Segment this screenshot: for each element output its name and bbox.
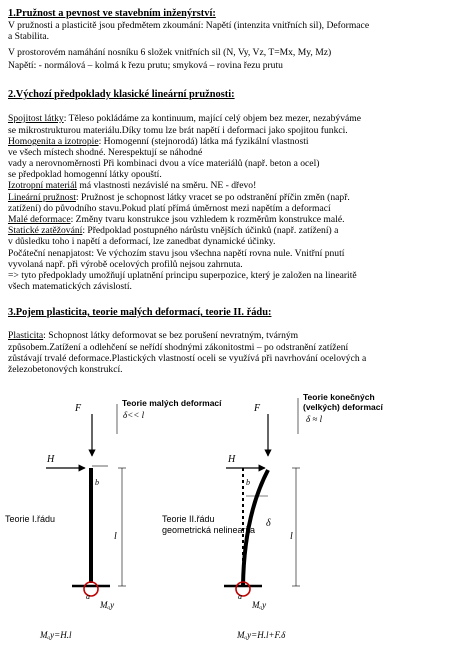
paragraph-line: V prostorovém namáhání nosníku 6 složek vnitřních sil (N, Vy, Vz, T=Mx, My, Mz): [8, 47, 332, 58]
paragraph-line: zůstávají trvalé deformace.Plastických vlastností oceli se využívá při navrhování ocelových a: [8, 353, 367, 364]
term-plasticita: Plasticita: [8, 330, 44, 341]
paragraph-line: Počáteční nenapjatost: Ve výchozím stavu jsou všechna napětí rovna nule. Vnitřní pnutí: [8, 248, 345, 259]
term-spojitost: Spojitost látky: [8, 113, 64, 124]
paragraph-line: Statické zatěžování: Předpoklad postupného nárůstu vnějších účinků (např. zatížení) a: [8, 225, 339, 236]
section-1-heading: 1.Pružnost a pevnost ve stavebním inženýrství:: [8, 8, 216, 19]
right-theory-sub: geometrická nelinearita: [162, 525, 256, 535]
left-theory-label: Teorie I.řádu: [5, 514, 56, 524]
paragraph-line: Malé deformace: Změny tvaru konstrukce jsou vzhledem k rozměrům konstrukce malé.: [8, 214, 345, 225]
section-2-heading: 2.Výchozí předpoklady klasické lineární pružnosti:: [8, 89, 235, 100]
label-a: a: [238, 592, 242, 601]
term-linearni-pruznost: Lineární pružnost: [8, 192, 76, 203]
label-b: b: [246, 478, 250, 487]
paragraph-line: a Stabilita.: [8, 31, 50, 42]
label-f: F: [75, 403, 82, 414]
label-may: Mₐy: [252, 600, 267, 610]
left-title: Teorie malých deformací: [122, 398, 222, 408]
paragraph-line: Spojitost látky: Těleso pokládáme za kontinuum, mající celý objem bez mezer, nezabýváme: [8, 113, 361, 124]
label-may: Mₐy: [100, 600, 115, 610]
paragraph-line: železobetonových konstrukcí.: [8, 364, 123, 375]
right-title-1: Teorie konečných: [303, 392, 375, 402]
paragraph-line: se předpoklad homogenní látky opouští.: [8, 169, 162, 180]
left-condition: δ<< l: [123, 410, 145, 420]
paragraph-line: Plasticita: Schopnost látky deformovat se bez porušení nevratným, tvárným: [8, 330, 299, 341]
column: [89, 468, 93, 583]
paragraph-line: ve všech místech shodné. Nerespektují se náhodné: [8, 147, 203, 158]
beam-theory-figure: [0, 376, 451, 658]
term-homogenita: Homogenita a izotropie: [8, 136, 99, 147]
label-l: l: [290, 531, 293, 542]
paragraph-line: Homogenita a izotropie: Homogenní (stejnorodá) látka má fyzikální vlastnosti: [8, 136, 309, 147]
label-f: F: [254, 403, 261, 414]
paragraph-line: Lineární pružnost: Pružnost je schopnost látky vracet se po odstranění příčin změn (např.: [8, 192, 350, 203]
term-staticke-zatezovani: Statické zatěžování: [8, 225, 83, 236]
paragraph-line: vyvolaná např. při výrobě ocelových profilů nejsou zahrnuta.: [8, 259, 243, 270]
paragraph-line: způsobem.Zatížení a odlehčení se neřídí shodnými zákonitostmi – po odstranění zatížení: [8, 342, 349, 353]
term-izotropni: Izotropní materiál: [8, 180, 77, 191]
right-condition: δ ≈ l: [306, 414, 323, 424]
section-3-heading: 3.Pojem plasticita, teorie malých deformací, teorie II. řádu:: [8, 307, 272, 318]
right-title-2: (velkých) deformací: [303, 402, 383, 412]
label-h: H: [47, 454, 55, 465]
left-formula: Mₐy=H.l: [40, 630, 72, 640]
paragraph-line: v důsledku toho i napětí a deformací, lze zanedbat dynamické účinky.: [8, 236, 276, 247]
term-male-deformace: Malé deformace: [8, 214, 71, 225]
label-a: a: [86, 592, 90, 601]
paragraph-line: Izotropní materiál má vlastnosti nezávislé na směru. NE - dřevo!: [8, 180, 257, 191]
paragraph-line: Napětí: - normálová – kolmá k řezu prutu; smyková – rovina řezu prutu: [8, 60, 283, 71]
label-b: b: [95, 478, 99, 487]
right-diagram: [162, 392, 383, 640]
paragraph-line: V pružnosti a plasticitě jsou předmětem zkoumání: Napětí (intenzita vnitřních sil), Deformace: [8, 20, 370, 31]
label-l: l: [114, 531, 117, 542]
right-theory-label: Teorie II.řádu: [162, 514, 215, 524]
label-h: H: [228, 454, 236, 465]
paragraph-line: vady a nerovnoměrnosti Při kombinaci dvou a více materiálů (např. beton a ocel): [8, 158, 320, 169]
paragraph-line: všech matematických závislostí.: [8, 281, 132, 292]
right-formula: Mₐy=H.l+F.δ: [237, 630, 286, 640]
label-delta: δ: [266, 518, 271, 529]
paragraph-line: => tyto předpoklady umožňují uplatnění principu superpozice, který je založen na linearitě: [8, 270, 357, 281]
paragraph-line: se mikrostrukturou materiálu.Díky tomu lze brát napětí i deformaci jako spojitou funkci.: [8, 125, 348, 136]
paragraph-line: zatížení) do původního stavu.Pokud platí přímá úměrnost mezi napětím a deformací: [8, 203, 331, 214]
